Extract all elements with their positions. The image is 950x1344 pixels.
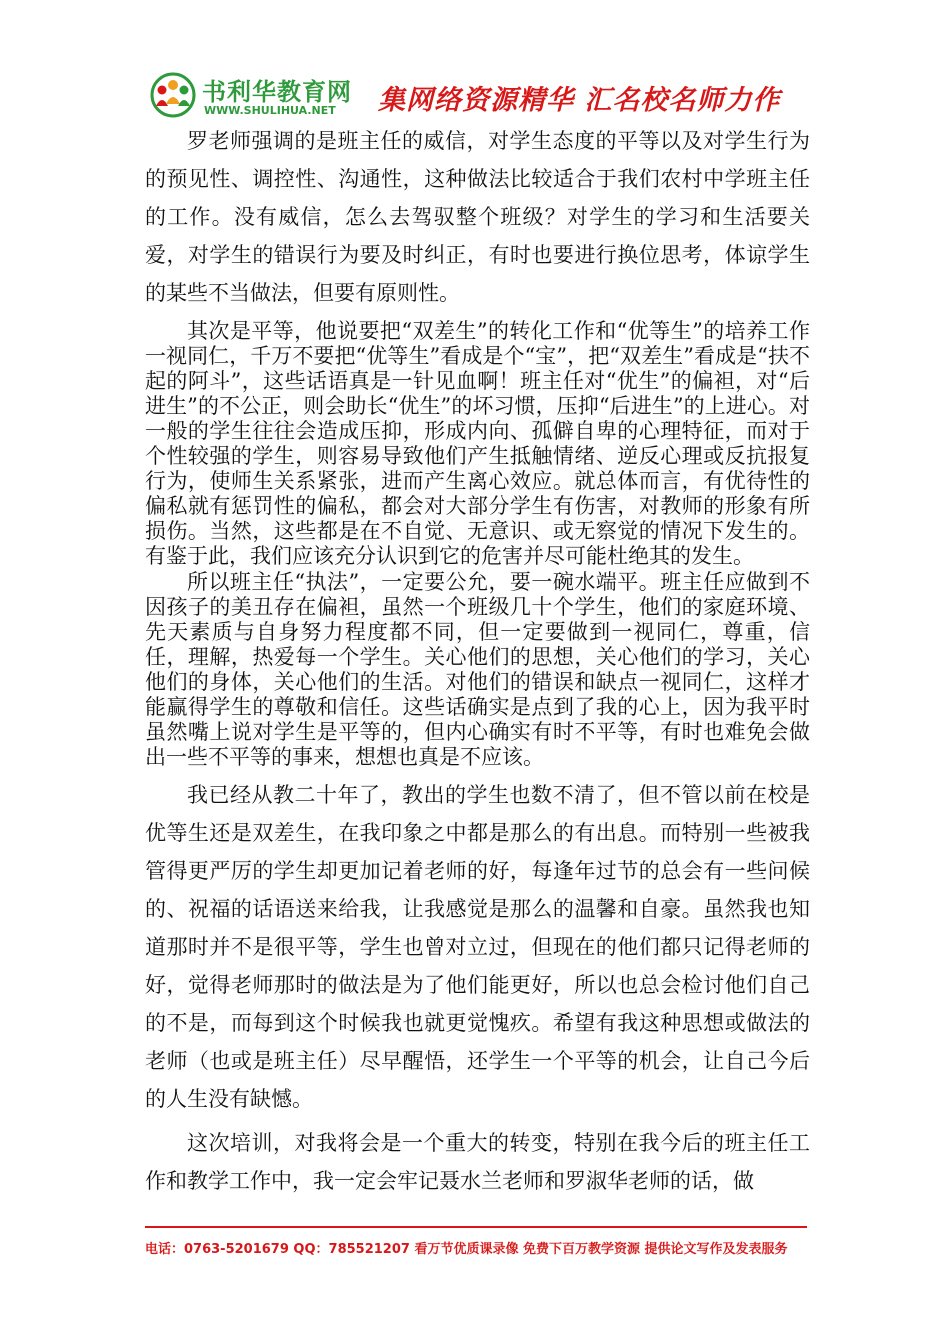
people-logo-icon <box>150 72 196 118</box>
site-name: 书利华教育网 <box>202 78 352 106</box>
paragraph-5: 这次培训，对我将会是一个重大的转变，特别在我今后的班主任工作和教学工作中，我一定会牢记聂水兰老师和罗淑华老师的话，做 <box>145 1131 810 1193</box>
site-slogan: 集网络资源精华 汇名校名师力作 <box>378 85 781 116</box>
paragraph-1: 罗老师强调的是班主任的威信，对学生态度的平等以及对学生行为的预见性、调控性、沟通性，这种做法比较适合于我们农村中学班主任的工作。没有威信，怎么去驾驭整个班级？对学生的学习和生活要关爱，对学生的错误行为要及时纠正，有时也要进行换位思考，体谅学生的某些不当做法，但要有原则性。 <box>145 129 810 305</box>
paragraph-3: 所以班主任“执法”，一定要公允，要一碗水端平。班主任应做到不因孩子的美丑存在偏袒，虽然一个班级几十个学生，他们的家庭环境、先天素质与自身努力程度都不同，但一定要做到一视同仁，尊重，信任，理解，热爱每一个学生。关心他们的思想，关心他们的学习，关心他们的身体，关心他们的生活。对他们的错误和缺点一视同仁，这样才能赢得学生的尊敬和信任。这些话确实是点到了我的心上，因为我平时虽然嘴上说对学生是平等的，但内心确实有时不平等，有时也难免会做出一些不平等的事来，想想也真是不应该。 <box>145 570 810 769</box>
document-body <box>145 122 810 1200</box>
site-url: WWW.SHULIHUA.NET <box>204 104 336 117</box>
paragraph-4: 我已经从教二十年了，教出的学生也数不清了，但不管以前在校是优等生还是双差生，在我印象之中都是那么的有出息。而特别一些被我管得更严厉的学生却更加记着老师的好，每逢年过节的总会有一些问候的、祝福的话语送来给我，让我感觉是那么的温馨和自豪。虽然我也知道那时并不是很平等，学生也曾对立过，但现在的他们都只记得老师的好，觉得老师那时的做法是为了他们能更好，所以也总会检讨他们自己的不是，而每到这个时候我也就更觉愧疚。希望有我这种思想或做法的老师（也或是班主任）尽早醒悟，还学生一个平等的机会，让自己今后的人生没有缺憾。 <box>145 783 810 1111</box>
footer-contact: 电话：0763-5201679 QQ：785521207 看万节优质课录像 免费下百万教学资源 提供论文写作及发表服务 <box>145 1242 788 1257</box>
paragraph-2: 其次是平等，他说要把“双差生”的转化工作和“优等生”的培养工作一视同仁，千万不要把“优等生”看成是个“宝”，把“双差生”看成是“扶不起的阿斗”，这些话语真是一针见血啊！班主任对“优生”的偏袒，对“后进生”的不公正，则会助长“优生”的坏习惯，压抑“后进生”的上进心。对一般的学生往往会造成压抑，形成内向、孤僻自卑的心理特征，而对于个性较强的学生，则容易导致他们产生抵触情绪、逆反心理或反抗报复行为，使师生关系紧张，进而产生离心效应。就总体而言，有优待性的偏私就有惩罚性的偏私，都会对大部分学生有伤害，对教师的形象有所损伤。当然，这些都是在不自觉、无意识、或无察觉的情况下发生的。有鉴于此，我们应该充分认识到它的危害并尽可能杜绝其的发生。 <box>145 319 810 568</box>
footer-divider <box>145 1226 807 1228</box>
page-header <box>148 64 808 128</box>
